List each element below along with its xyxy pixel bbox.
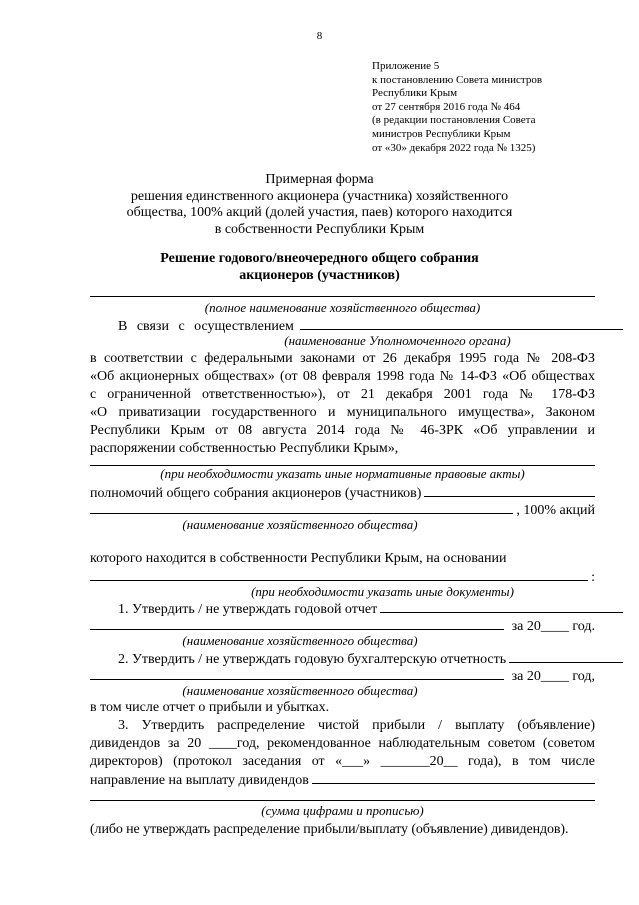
caption-sum: (сумма цифрами и прописью): [261, 803, 424, 818]
caption-other-acts: (при необходимости указать иные нормативные правовые акты): [160, 466, 525, 481]
appendix-line: от 27 сентября 2016 года № 464: [372, 100, 521, 113]
law-line: с ограниченной ответственностью»), от 21 декабря 2001 года № 178-ФЗ: [90, 387, 595, 402]
decision-title-line: Решение годового/внеочередного общего собрания: [160, 251, 479, 266]
item-1-company-blank: [90, 617, 504, 630]
item-2-company-blank: [90, 667, 504, 680]
item-2-year: за 20____ год,: [511, 669, 595, 684]
decision-title: [0, 251, 639, 284]
hundred-percent-text: , 100% акций: [516, 503, 595, 518]
law-line: в соответствии с федеральными законами от 26 декабря 1995 года № 208-ФЗ: [90, 351, 595, 366]
item-1-line: [90, 600, 623, 617]
exercise-line: [90, 317, 623, 334]
powers-blank: [424, 484, 595, 497]
item-3-last-text: направление на выплату дивидендов: [90, 773, 309, 788]
form-title-line: Примерная форма: [265, 172, 374, 187]
form-title: [0, 172, 639, 238]
dividends-blank: [312, 771, 595, 784]
item-2-text: 2. Утвердить / не утверждать годовую бухгалтерскую отчетность: [118, 652, 507, 667]
item-1-text: 1. Утвердить / не утверждать годовой отчет: [118, 602, 378, 617]
appendix-block: [372, 60, 542, 155]
item-2-incl-line: в том числе отчет о прибыли и убытках.: [90, 700, 330, 715]
powers-line: [90, 484, 595, 501]
hundred-percent-line: [90, 501, 595, 518]
colon: :: [591, 570, 595, 585]
item-3-line: директоров) (протокол заседания от «___» _______20__ года), в том числе: [90, 754, 595, 769]
appendix-line: Республики Крым: [372, 87, 458, 100]
item-2-line: [90, 650, 623, 667]
final-line: (либо не утверждать распределение прибыли/выплату (объявление) дивидендов).: [90, 822, 569, 837]
law-line-last: распоряжении собственностью Республики Крым»,: [90, 441, 399, 456]
appendix-line: к постановлению Совета министров: [372, 73, 543, 86]
item-3-line: дивидендов за 20 ____год, рекомендованное наблюдательным советом (советом: [90, 736, 595, 751]
caption-authorized: (наименование Уполномоченного органа): [284, 333, 511, 348]
caption-full-name: (полное наименование хозяйственного общества): [204, 300, 481, 315]
appendix-line: от «30» декабря 2022 года № 1325): [372, 141, 536, 154]
authorized-body-line: [300, 317, 623, 330]
item-2-year-line: [90, 667, 595, 684]
basis-line: [90, 568, 595, 585]
caption-company-name: (наименование хозяйственного общества): [182, 683, 418, 698]
item-1-year-line: [90, 617, 595, 634]
appendix-line: министров Республики Крым: [372, 127, 511, 140]
company-name-line: [90, 296, 595, 297]
item-3-dividends-line: [90, 771, 595, 788]
decision-title-line: акционеров (участников): [239, 267, 400, 283]
caption-other-docs: (при необходимости указать иные документы): [251, 584, 514, 599]
item-1-year: за 20____ год.: [511, 619, 595, 634]
law-line: Республики Крым от 08 августа 2014 года № 46-ЗРК «Об управлении и: [90, 423, 595, 438]
item-3-line: 3. Утвердить распределение чистой прибыли / выплату (объявление): [118, 718, 595, 733]
owned-line: которого находится в собственности Республики Крым, на основании: [90, 551, 507, 566]
form-title-line: общества, 100% акций (долей участия, паев) которого находится: [126, 205, 513, 221]
page-number: 8: [316, 30, 323, 42]
caption-company-name: (наименование хозяйственного общества): [182, 517, 418, 532]
form-title-line: в собственности Республики Крым: [214, 221, 425, 237]
item-1-blank: [380, 600, 623, 613]
powers-text: полномочий общего собрания акционеров (участников): [90, 486, 422, 501]
form-title-line: решения единственного акционера (участника) хозяйственного: [130, 188, 509, 204]
appendix-line: (в редакции постановления Совета: [372, 114, 536, 127]
company-blank: [90, 501, 513, 514]
law-line: «Об акционерных обществах» (от 08 февраля 1998 года № 14-ФЗ «Об обществах: [90, 369, 595, 384]
caption-company-name: (наименование хозяйственного общества): [182, 633, 418, 648]
law-line: «О приватизации государственного и муниципального имущества», Законом: [90, 405, 595, 420]
item-2-blank: [509, 650, 623, 663]
appendix-line: Приложение 5: [372, 60, 440, 72]
exercise-text: В связи с осуществлением: [118, 319, 294, 334]
sum-line: [90, 800, 595, 801]
basis-blank: [90, 568, 588, 581]
